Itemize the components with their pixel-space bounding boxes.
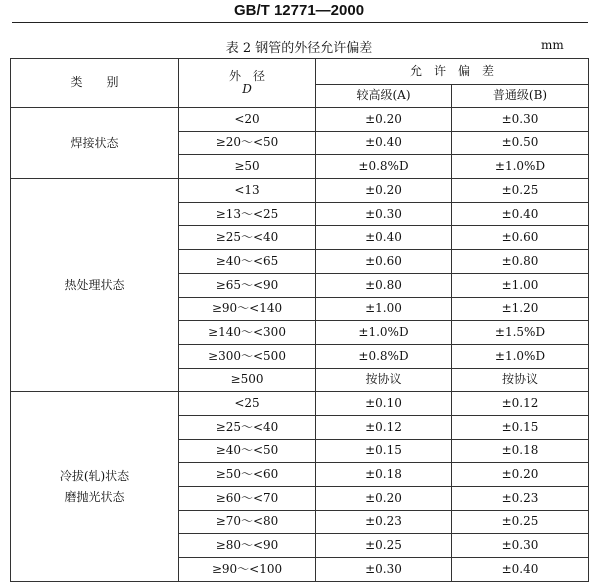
grade-b-cell: 按协议	[452, 368, 589, 392]
grade-b-cell: ±0.18	[452, 439, 589, 463]
diameter-cell: ≥25～<40	[179, 415, 316, 439]
grade-b-cell: ±1.0%D	[452, 155, 589, 179]
grade-a-cell: ±0.60	[316, 250, 452, 274]
grade-a-cell: ±0.10	[316, 392, 452, 416]
grade-a-cell: ±0.40	[316, 226, 452, 250]
header-outer-diameter-label: 外 径	[228, 68, 265, 83]
category-cell	[11, 179, 179, 392]
tolerance-table	[10, 58, 589, 582]
diameter-cell: ≥65～<90	[179, 273, 316, 297]
grade-a-cell: ±0.8%D	[316, 155, 452, 179]
diameter-cell: ≥300～<500	[179, 344, 316, 368]
diameter-cell: <25	[179, 392, 316, 416]
grade-b-cell: ±0.80	[452, 250, 589, 274]
grade-b-cell: ±0.30	[452, 534, 589, 558]
category-label: 磨抛光状态	[64, 489, 125, 504]
diameter-cell: ≥500	[179, 368, 316, 392]
header-category: 类 别	[11, 59, 179, 108]
standard-number: GB/T 12771—2000	[233, 2, 365, 19]
diameter-cell: ≥50	[179, 155, 316, 179]
grade-a-cell: ±0.18	[316, 463, 452, 487]
grade-b-cell: ±0.40	[452, 202, 589, 226]
grade-a-cell: ±0.15	[316, 439, 452, 463]
category-label: 热处理状态	[64, 277, 125, 292]
grade-a-cell: ±1.00	[316, 297, 452, 321]
grade-b-cell: ±1.0%D	[452, 344, 589, 368]
diameter-cell: ≥90～<100	[179, 558, 316, 582]
grade-b-cell: ±0.23	[452, 487, 589, 511]
grade-b-cell: ±0.60	[452, 226, 589, 250]
grade-a-cell: ±0.20	[316, 108, 452, 132]
table-body	[11, 108, 589, 582]
grade-b-cell: ±0.30	[452, 108, 589, 132]
diameter-cell: ≥25～<40	[179, 226, 316, 250]
grade-b-cell: ±0.12	[452, 392, 589, 416]
header-tolerance: 允 许 偏 差	[316, 59, 589, 85]
grade-b-cell: ±1.20	[452, 297, 589, 321]
diameter-cell: ≥90～<140	[179, 297, 316, 321]
category-label: 焊接状态	[70, 135, 119, 150]
unit-label: mm	[541, 38, 564, 52]
table-title: 表 2 钢管的外径允许偏差	[225, 41, 373, 56]
grade-a-cell: ±0.20	[316, 179, 452, 203]
grade-b-cell: ±0.40	[452, 558, 589, 582]
diameter-cell: ≥40～<50	[179, 439, 316, 463]
grade-b-cell: ±1.00	[452, 273, 589, 297]
diameter-cell: ≥60～<70	[179, 487, 316, 511]
grade-a-cell: ±0.80	[316, 273, 452, 297]
grade-b-cell: ±0.25	[452, 179, 589, 203]
grade-b-cell: ±0.15	[452, 415, 589, 439]
grade-a-cell: 按协议	[316, 368, 452, 392]
grade-a-cell: ±0.23	[316, 510, 452, 534]
diameter-cell: <20	[179, 108, 316, 132]
header-rule	[12, 22, 588, 23]
grade-b-cell: ±0.50	[452, 131, 589, 155]
header-grade-a: 较高级(A)	[316, 85, 452, 108]
grade-a-cell: ±0.30	[316, 202, 452, 226]
header-grade-b: 普通级(B)	[452, 85, 589, 108]
header-outer-diameter	[179, 59, 316, 108]
grade-a-cell: ±0.30	[316, 558, 452, 582]
table-row	[11, 179, 589, 203]
grade-b-cell: ±0.25	[452, 510, 589, 534]
category-cell	[11, 108, 179, 179]
grade-a-cell: ±0.25	[316, 534, 452, 558]
table-row	[11, 108, 589, 132]
diameter-cell: ≥13～<25	[179, 202, 316, 226]
diameter-cell: ≥80～<90	[179, 534, 316, 558]
category-label: 冷拔(轧)状态	[59, 469, 130, 484]
diameter-cell: ≥20～<50	[179, 131, 316, 155]
diameter-cell: ≥40～<65	[179, 250, 316, 274]
table-row	[11, 392, 589, 416]
grade-a-cell: ±1.0%D	[316, 321, 452, 345]
grade-a-cell: ±0.40	[316, 131, 452, 155]
grade-b-cell: ±1.5%D	[452, 321, 589, 345]
header-outer-diameter-symbol: D	[242, 82, 252, 96]
grade-a-cell: ±0.8%D	[316, 344, 452, 368]
diameter-cell: ≥50～<60	[179, 463, 316, 487]
diameter-cell: <13	[179, 179, 316, 203]
grade-a-cell: ±0.12	[316, 415, 452, 439]
diameter-cell: ≥70～<80	[179, 510, 316, 534]
grade-b-cell: ±0.20	[452, 463, 589, 487]
grade-a-cell: ±0.20	[316, 487, 452, 511]
diameter-cell: ≥140～<300	[179, 321, 316, 345]
